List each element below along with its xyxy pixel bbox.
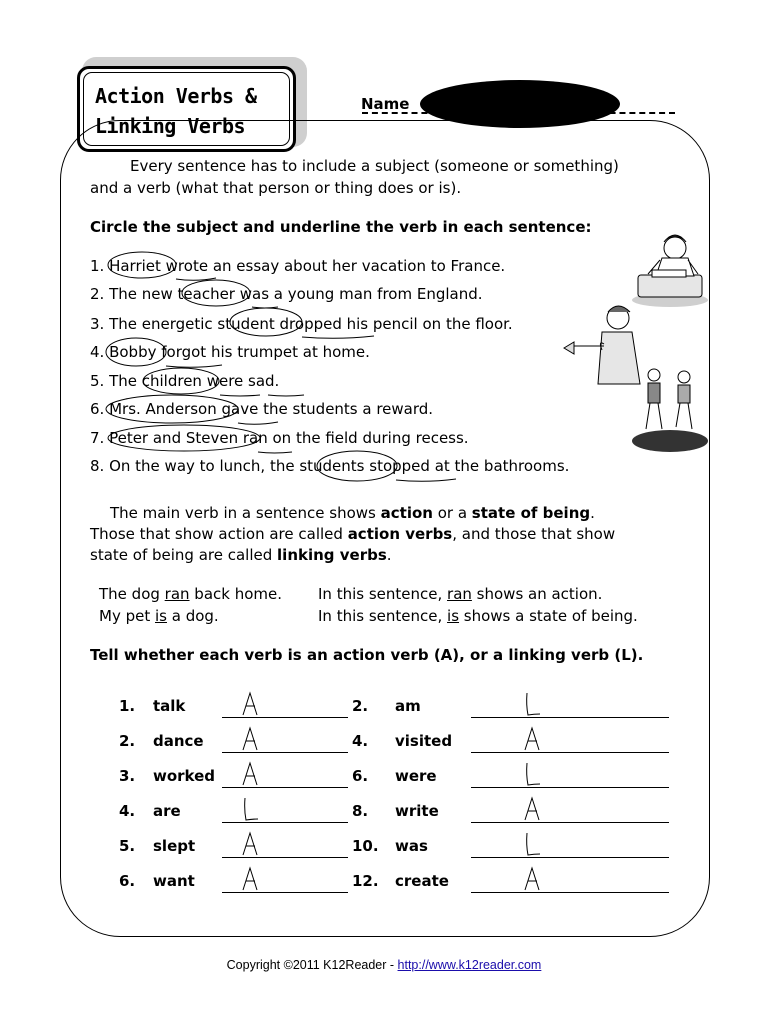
explanation-text: . bbox=[590, 504, 595, 522]
explanation-text: The main verb in a sentence shows bbox=[110, 504, 381, 522]
verb-type-instruction: Tell whether each verb is an action verb (A), or a linking verb (L). bbox=[90, 646, 644, 664]
handwritten-answer-a bbox=[522, 866, 542, 896]
handwritten-answer-l bbox=[522, 761, 542, 791]
handwritten-answer-l bbox=[240, 796, 260, 826]
verb-word: was bbox=[395, 837, 428, 855]
verb-word: talk bbox=[153, 697, 186, 715]
sentence-7: 7. Peter and Steven ran on the field during recess. bbox=[90, 429, 469, 447]
answer-blank[interactable] bbox=[471, 822, 669, 823]
question-number: 2. bbox=[119, 732, 136, 750]
linking-verbs-term: linking verbs bbox=[277, 546, 387, 564]
sentence-5: 5. The children were sad. bbox=[90, 372, 280, 390]
handwritten-answer-a bbox=[522, 796, 542, 826]
answer-blank[interactable] bbox=[471, 717, 669, 718]
example-text: back home. bbox=[189, 585, 283, 603]
question-number: 4. bbox=[352, 732, 369, 750]
question-number: 12. bbox=[352, 872, 379, 890]
intro-line-2: and a verb (what that person or thing does or is). bbox=[90, 179, 462, 197]
handwritten-answer-a bbox=[240, 726, 260, 756]
circle-students-8 bbox=[317, 451, 397, 481]
example-text: shows a state of being. bbox=[459, 607, 638, 625]
example-text: In this sentence, bbox=[318, 607, 448, 625]
underline-stopped bbox=[396, 479, 456, 481]
example-verb: ran bbox=[447, 585, 472, 603]
example-text: My pet bbox=[99, 607, 155, 625]
answer-blank[interactable] bbox=[471, 752, 669, 753]
answer-blank[interactable] bbox=[471, 892, 669, 893]
example-1-note bbox=[318, 585, 602, 603]
example-verb: is bbox=[447, 607, 460, 625]
sentence-8: 8. On the way to lunch, the students stopped at the bathrooms. bbox=[90, 457, 570, 475]
question-number: 6. bbox=[352, 767, 369, 785]
question-number: 8. bbox=[352, 802, 369, 820]
circle-children bbox=[143, 368, 219, 394]
explanation-line-1 bbox=[110, 504, 595, 522]
copyright-footer bbox=[0, 958, 768, 972]
state-of-being-term: state of being bbox=[471, 504, 591, 522]
example-text: The dog bbox=[99, 585, 165, 603]
title-line-2: Linking Verbs bbox=[95, 114, 246, 138]
sentence-4: 4. Bobby forgot his trumpet at home. bbox=[90, 343, 370, 361]
handwritten-answer-l bbox=[522, 831, 542, 861]
explanation-line-3 bbox=[90, 546, 392, 564]
example-verb: is bbox=[155, 607, 167, 625]
underline-ran bbox=[258, 452, 292, 453]
sentence-1: 1. Harriet wrote an essay about her vacation to France. bbox=[90, 257, 506, 275]
copyright-text: Copyright ©2011 K12Reader - bbox=[226, 958, 398, 972]
handwritten-answer-l bbox=[522, 691, 542, 721]
circle-peter-steven bbox=[108, 425, 260, 451]
circle-mrs-anderson bbox=[106, 395, 238, 423]
name-label: Name bbox=[361, 95, 410, 113]
circle-bobby bbox=[106, 338, 166, 366]
question-number: 4. bbox=[119, 802, 136, 820]
circle-student-3 bbox=[230, 308, 302, 336]
explanation-text: Those that show action are called bbox=[90, 525, 348, 543]
handwritten-answer-a bbox=[240, 831, 260, 861]
example-text: In this sentence, bbox=[318, 585, 448, 603]
handwritten-answer-a bbox=[522, 726, 542, 756]
verb-word: am bbox=[395, 697, 421, 715]
example-1 bbox=[99, 585, 282, 603]
action-term: action bbox=[380, 504, 433, 522]
example-2 bbox=[99, 607, 219, 625]
question-number: 3. bbox=[119, 767, 136, 785]
explanation-text: or a bbox=[432, 504, 472, 522]
sentence-3: 3. The energetic student dropped his pencil on the floor. bbox=[90, 315, 513, 333]
children-running-clipart bbox=[630, 365, 710, 455]
underline-gave bbox=[238, 422, 278, 424]
question-number: 1. bbox=[119, 697, 136, 715]
circle-harriet bbox=[108, 252, 176, 278]
action-verbs-term: action verbs bbox=[347, 525, 453, 543]
intro-line-1: Every sentence has to include a subject (someone or something) bbox=[130, 157, 619, 175]
explanation-line-2 bbox=[90, 525, 615, 543]
question-number: 10. bbox=[352, 837, 379, 855]
verb-word: want bbox=[153, 872, 195, 890]
verb-word: visited bbox=[395, 732, 453, 750]
verb-word: were bbox=[395, 767, 437, 785]
circle-instruction: Circle the subject and underline the verb in each sentence: bbox=[90, 218, 592, 236]
verb-word: create bbox=[395, 872, 449, 890]
example-text: shows an action. bbox=[471, 585, 603, 603]
handwritten-answer-a bbox=[240, 866, 260, 896]
verb-word: slept bbox=[153, 837, 196, 855]
underline-were bbox=[220, 395, 260, 396]
explanation-text: . bbox=[386, 546, 392, 564]
handwritten-answer-a bbox=[240, 761, 260, 791]
question-number: 2. bbox=[352, 697, 369, 715]
girl-writing-clipart bbox=[630, 230, 710, 310]
underline-forgot bbox=[166, 365, 222, 367]
handwritten-answer-a bbox=[240, 691, 260, 721]
explanation-text: , and those that show bbox=[452, 525, 616, 543]
verb-word: worked bbox=[153, 767, 216, 785]
circle-teacher bbox=[182, 280, 250, 306]
verb-word: are bbox=[153, 802, 181, 820]
underline-dropped bbox=[302, 336, 374, 338]
question-number: 5. bbox=[119, 837, 136, 855]
answer-blank[interactable] bbox=[471, 857, 669, 858]
sentence-2: 2. The new teacher was a young man from England. bbox=[90, 285, 483, 303]
example-text: a dog. bbox=[166, 607, 219, 625]
verb-word: write bbox=[395, 802, 439, 820]
title-line-1: Action Verbs & bbox=[95, 84, 257, 108]
underline-sad bbox=[268, 395, 304, 396]
example-2-note bbox=[318, 607, 638, 625]
verb-word: dance bbox=[153, 732, 204, 750]
k12reader-link[interactable]: http://www.k12reader.com bbox=[397, 958, 542, 972]
explanation-text: state of being are called bbox=[90, 546, 278, 564]
sentence-6: 6. Mrs. Anderson gave the students a reward. bbox=[90, 400, 434, 418]
example-verb: ran bbox=[164, 585, 190, 603]
question-number: 6. bbox=[119, 872, 136, 890]
answer-blank[interactable] bbox=[471, 787, 669, 788]
